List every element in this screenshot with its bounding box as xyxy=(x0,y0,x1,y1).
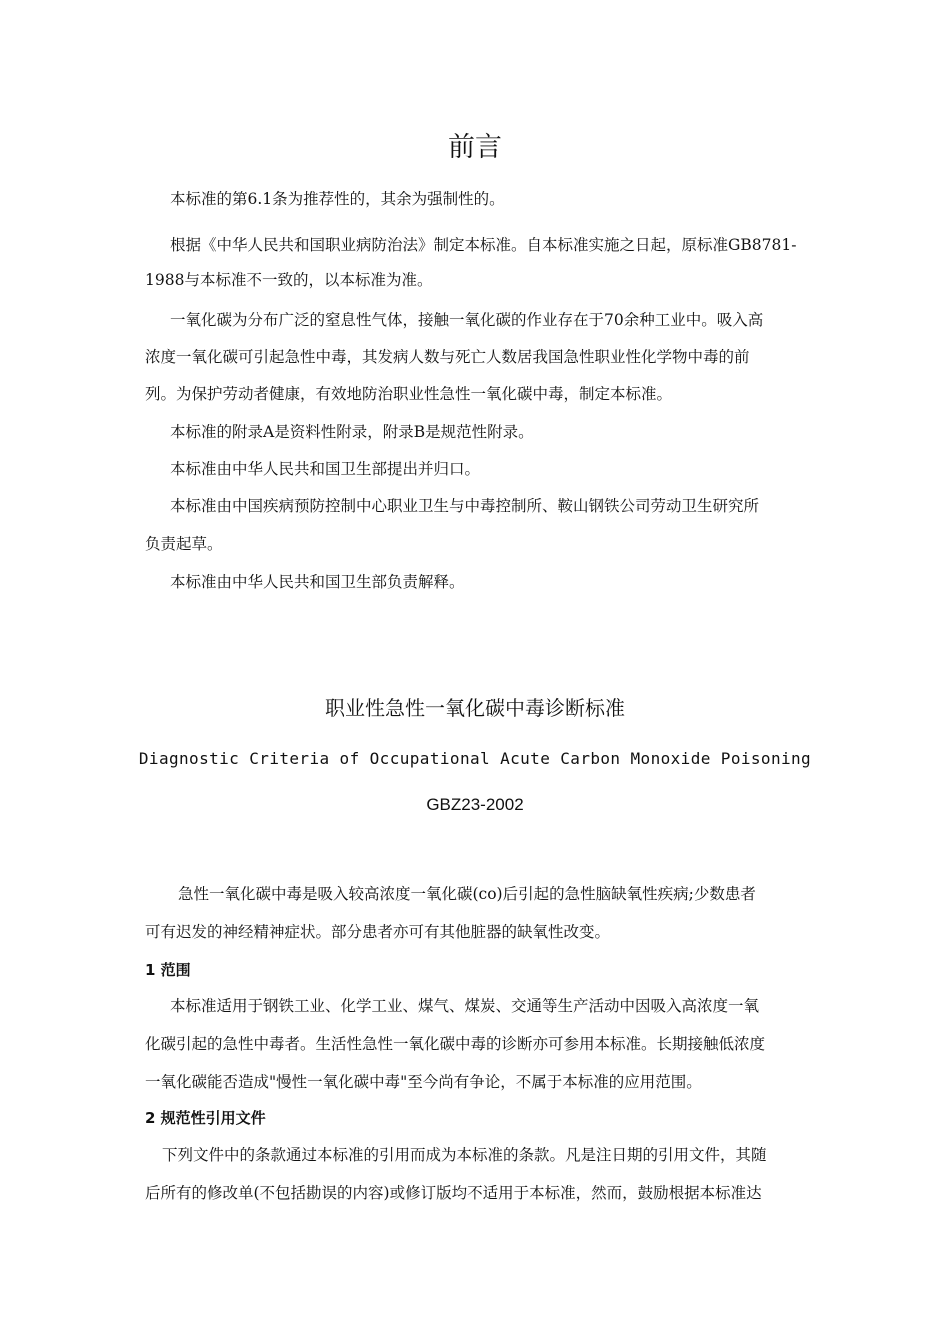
foreword-line: 列。为保护劳动者健康，有效地防治职业性急性一氧化碳中毒，制定本标准。 xyxy=(145,385,673,403)
scope-line: 化碳引起的急性中毒者。生活性急性一氧化碳中毒的诊断亦可参用本标准。长期接触低浓度 xyxy=(145,1035,766,1053)
foreword-title: 前言 xyxy=(448,132,502,163)
standard-title: 职业性急性一氧化碳中毒诊断标准 xyxy=(325,696,625,720)
references-line: 下列文件中的条款通过本标准的引用而成为本标准的条款。凡是注日期的引用文件，其随 xyxy=(162,1146,767,1164)
foreword-line: 本标准由中华人民共和国卫生部提出并归口。 xyxy=(170,460,481,478)
foreword-line: 一氧化碳为分布广泛的窒息性气体，接触一氧化碳的作业存在于70余种工业中。吸入高 xyxy=(170,311,764,329)
section-heading-references: 2 规范性引用文件 xyxy=(145,1109,266,1127)
intro-line: 可有迟发的神经精神症状。部分患者亦可有其他脏器的缺氧性改变。 xyxy=(145,923,611,941)
foreword-line: 浓度一氧化碳可引起急性中毒，其发病人数与死亡人数居我国急性职业性化学物中毒的前 xyxy=(145,348,750,366)
foreword-line: 本标准的附录A是资料性附录，附录B是规范性附录。 xyxy=(170,423,534,441)
standard-code: GBZ23-2002 xyxy=(426,795,524,814)
intro-line: 急性一氧化碳中毒是吸入较高浓度一氧化碳(co)后引起的急性脑缺氧性疾病;少数患者 xyxy=(178,885,756,903)
foreword-line: 1988与本标准不一致的，以本标准为准。 xyxy=(145,271,433,289)
standard-title-english: Diagnostic Criteria of Occupational Acute Carbon Monoxide Poisoning xyxy=(138,749,812,768)
foreword-line: 本标准由中华人民共和国卫生部负责解释。 xyxy=(170,573,465,591)
foreword-line: 负责起草。 xyxy=(145,535,223,553)
foreword-line: 根据《中华人民共和国职业病防治法》制定本标准。自本标准实施之日起，原标准GB8781- xyxy=(170,236,797,254)
scope-line: 一氧化碳能否造成"慢性一氧化碳中毒"至今尚有争论，不属于本标准的应用范围。 xyxy=(145,1073,702,1091)
section-heading-scope: 1 范围 xyxy=(145,961,191,979)
scope-line: 本标准适用于钢铁工业、化学工业、煤气、煤炭、交通等生产活动中因吸入高浓度一氧 xyxy=(170,997,760,1015)
foreword-line: 本标准的第6.1条为推荐性的，其余为强制性的。 xyxy=(170,190,505,208)
foreword-line: 本标准由中国疾病预防控制中心职业卫生与中毒控制所、鞍山钢铁公司劳动卫生研究所 xyxy=(170,497,760,515)
references-line: 后所有的修改单(不包括勘误的内容)或修订版均不适用于本标准，然而，鼓励根据本标准达 xyxy=(145,1184,762,1202)
